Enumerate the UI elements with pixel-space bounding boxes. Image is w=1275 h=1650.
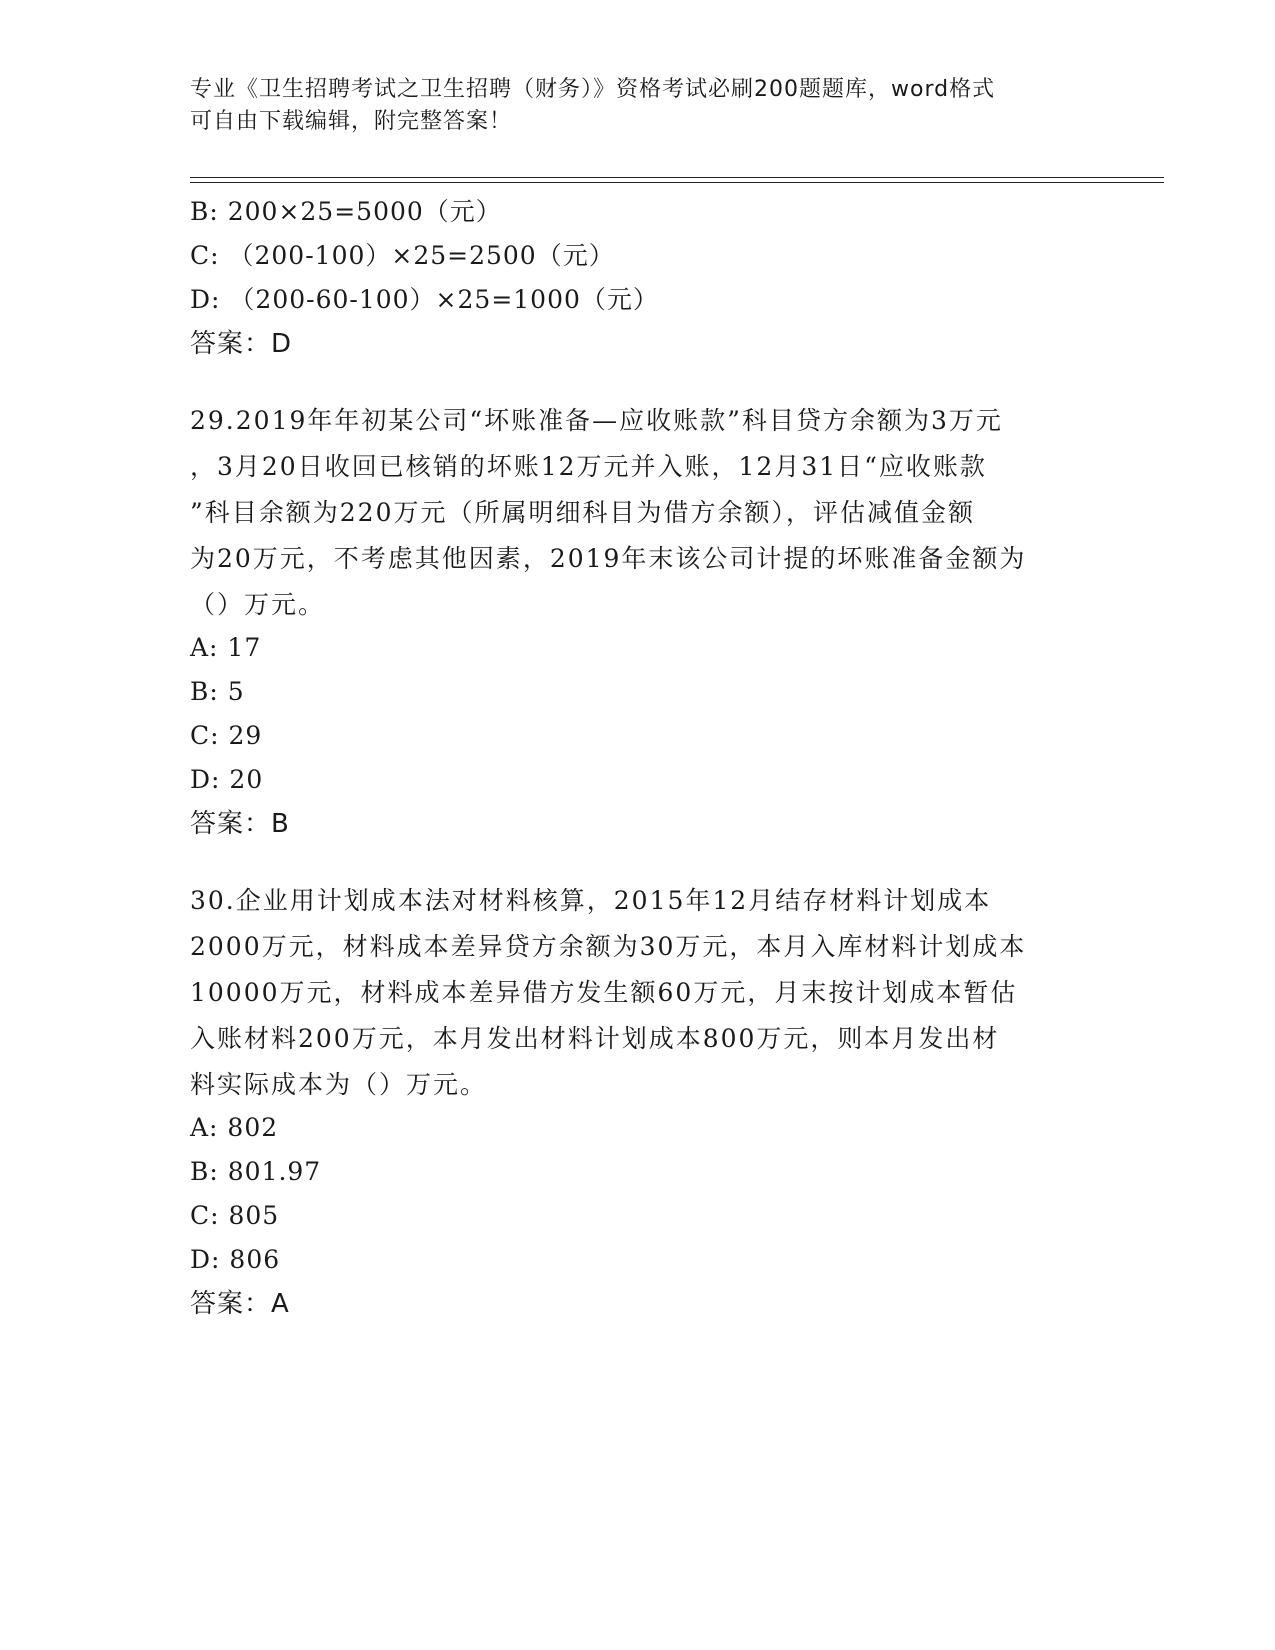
question-29-line: ，3月20日收回已核销的坏账12万元并入账，12月31日“应收账款	[190, 452, 987, 481]
question-29-line: 为20万元，不考虑其他因素，2019年末该公司计提的坏账准备金额为	[190, 544, 1027, 573]
header-divider-top	[190, 177, 1164, 178]
option-d: D: 20	[190, 765, 264, 794]
question-30-line: 30.企业用计划成本法对材料核算，2015年12月结存材料计划成本	[190, 886, 992, 915]
option-d: D: 806	[190, 1245, 281, 1274]
question-29-line: 29.2019年年初某公司“坏账准备—应收账款”科目贷方余额为3万元	[190, 406, 1003, 435]
option-c: C: 805	[190, 1201, 280, 1230]
answer-label: 答案：D	[190, 329, 293, 359]
option-a: A: 17	[190, 633, 262, 662]
option-b: B: 5	[190, 677, 245, 706]
question-30-line: 2000万元，材料成本差异贷方余额为30万元，本月入库材料计划成本	[190, 932, 1027, 961]
question-30-text	[190, 878, 1090, 1108]
question-29-line: （）万元。	[190, 590, 326, 619]
document-header	[190, 74, 1090, 138]
answer-label: 答案：A	[190, 1289, 290, 1319]
question-29-text	[190, 398, 1090, 628]
header-title-line-2: 可自由下载编辑，附完整答案！	[190, 109, 513, 134]
question-30-line: 10000万元，材料成本差异借方发生额60万元，月末按计划成本暂估	[190, 978, 1018, 1007]
option-b: B: 801.97	[190, 1157, 322, 1186]
question-29-line: ”科目余额为220万元（所属明细科目为借方余额），评估减值金额	[190, 498, 976, 527]
option-d: D: （200-60-100）×25=1000（元）	[190, 285, 659, 314]
question-30-line: 入账材料200万元，本月发出材料计划成本800万元，则本月发出材	[190, 1024, 1000, 1053]
answer-label: 答案：B	[190, 809, 290, 839]
option-c: C: 29	[190, 721, 263, 750]
question-30-line: 料实际成本为（）万元。	[190, 1070, 488, 1099]
option-b: B: 200×25=5000（元）	[190, 197, 502, 226]
header-title-line-1: 专业《卫生招聘考试之卫生招聘（财务）》资格考试必刷200题题库，word格式	[190, 77, 996, 102]
option-a: A: 802	[190, 1113, 279, 1142]
header-divider-bottom	[190, 182, 1164, 183]
option-c: C: （200-100）×25=2500（元）	[190, 241, 615, 270]
